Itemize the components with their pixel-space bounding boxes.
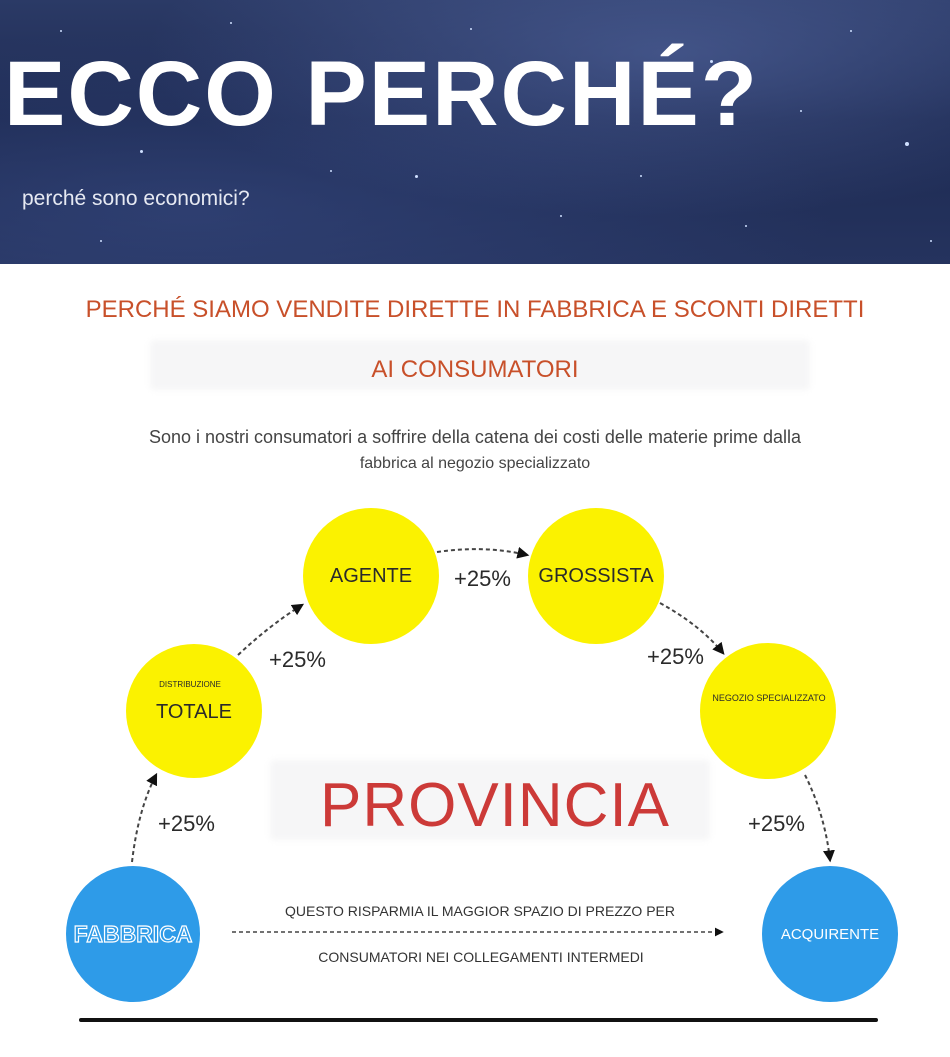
node-negozio-label: NEGOZIO SPECIALIZZATO [712, 693, 826, 703]
headline-line-1: PERCHÉ SIAMO VENDITE DIRETTE IN FABBRICA E SCONTI DIRETTI [85, 296, 865, 323]
hero-subtitle: perché sono economici? [22, 187, 250, 210]
node-agente [303, 508, 439, 644]
headline-line-2: AI CONSUMATORI [371, 356, 579, 383]
node-grossista-label: GROSSISTA [538, 564, 654, 587]
node-acquirente-label: ACQUIRENTE [780, 925, 880, 943]
bottom-divider [79, 1018, 878, 1022]
markup-totale-agente: +25% [269, 647, 326, 672]
node-totale-label: TOTALE [156, 700, 232, 723]
node-agente-label: AGENTE [329, 564, 413, 587]
node-fabbrica [66, 866, 200, 1002]
hero-title: ECCO PERCHÉ? [4, 43, 759, 145]
markup-negozio-acquirente: +25% [748, 811, 805, 836]
direct-note-line-1: QUESTO RISPARMIA IL MAGGIOR SPAZIO DI PREZZO PER [285, 903, 675, 919]
markup-agente-grossista: +25% [454, 566, 511, 591]
node-fabbrica-label: FABBRICA [73, 920, 193, 947]
node-negozio-specializzato [700, 643, 836, 779]
intro-line-2: fabbrica al negozio specializzato [359, 455, 591, 472]
node-acquirente [762, 866, 898, 1002]
node-grossista [528, 508, 664, 644]
intro-line-1: Sono i nostri consumatori a soffrire della catena dei costi delle materie prime dalla [149, 427, 801, 447]
markup-fabbrica-totale: +25% [158, 811, 215, 836]
center-label-provincia: PROVINCIA [319, 771, 671, 840]
markup-grossista-negozio: +25% [647, 644, 704, 669]
arrow-agente-grossista [437, 549, 527, 555]
node-totale-caption: DISTRIBUZIONE [159, 680, 221, 689]
direct-note-line-2: CONSUMATORI NEI COLLEGAMENTI INTERMEDI [318, 949, 644, 965]
node-distribuzione-totale [126, 644, 262, 778]
